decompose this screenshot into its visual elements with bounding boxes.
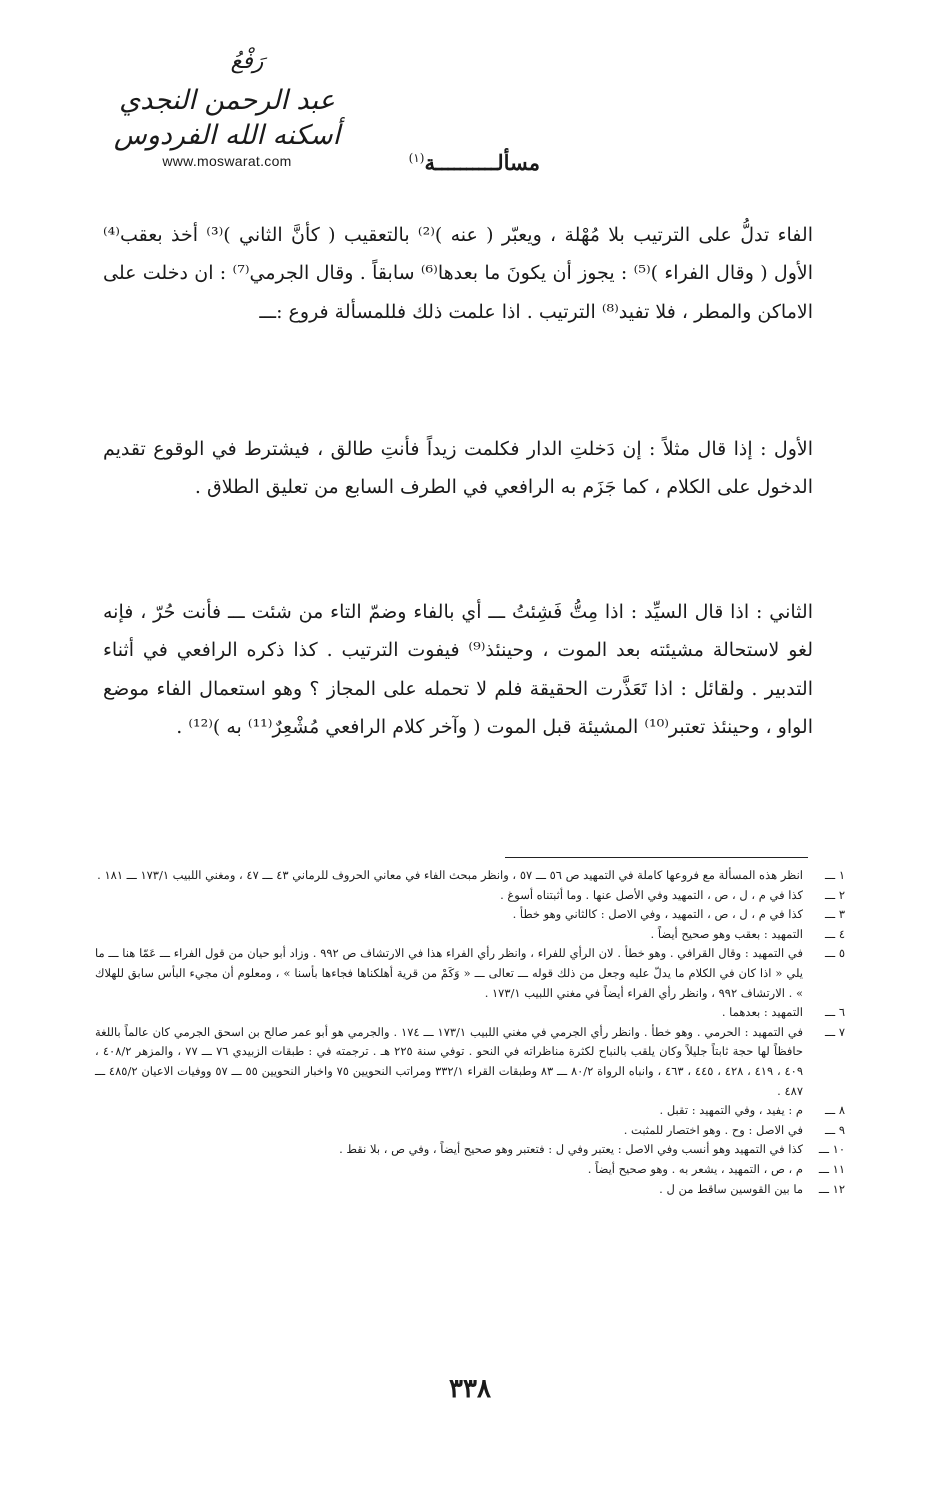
- footnote-item: [95, 1101, 845, 1121]
- footnotes-list: [95, 866, 845, 1199]
- footnote-number: ٩ ـــ: [825, 1122, 845, 1137]
- page-title: [400, 150, 540, 175]
- footnote-item: [95, 1140, 845, 1160]
- footnote-item: [95, 1180, 845, 1200]
- footnote-item: [95, 866, 845, 886]
- footnote-text: كذا في م ، ل ، ص ، التمهيد وفي الأصل عنها . وما أثبتناه أسوغ .: [500, 887, 803, 902]
- footnote-number: ٢ ـــ: [825, 887, 845, 902]
- footnote-text: كذا في م ، ل ، ص ، التمهيد ، وفي الاصل : كالثاني وهو خطأ .: [512, 907, 803, 922]
- footnote-item: [95, 925, 845, 945]
- stamp-website: www.moswarat.com: [162, 153, 292, 169]
- footnote-text: ما بين القوسين ساقط من ل .: [659, 1181, 803, 1196]
- footnote-item: [95, 1160, 845, 1180]
- paragraph-first-branch: الأول : إذا قال مثلاً : إن دَخلتِ الدار فكلمت زيداً فأنتِ طالق ، فيشترط في الوقوع تقديم الدخول على الكلام ، كما جَزَم به الرافعي في الطرف السابع من تعليق الطلاق .: [103, 438, 813, 499]
- footnote-number: ٣ ـــ: [825, 907, 845, 922]
- footnote-number: ٧ ـــ: [825, 1024, 845, 1039]
- owner-stamp: [92, 48, 362, 171]
- footnote-number: ٦ ـــ: [825, 1005, 845, 1020]
- footnote-number: ١٠ ـــ: [818, 1142, 845, 1157]
- title-footnote-ref: (١): [408, 151, 425, 165]
- stamp-line-name: عبد الرحمن النجدي: [119, 84, 335, 116]
- footnote-number: ٤ ـــ: [825, 926, 845, 941]
- title-text: مسألــــــــــة: [424, 150, 540, 175]
- footnote-text: في الاصل : وح . وهو اختصار للمثبت .: [623, 1122, 803, 1137]
- paragraph-intro: الفاء تدلُّ على الترتيب بلا مُهْلة ، ويعبّر ( عنه )⁽²⁾ بالتعقيب ( كأنَّ الثاني )⁽³⁾ أخذ بعقب⁽⁴⁾ الأول ( وقال الفراء )⁽⁵⁾ : يجوز أن يكونَ ما بعدها⁽⁶⁾ سابقاً . وقال الجرمي⁽⁷⁾ : ان دخلت على الاماكن والمطر ، فلا تفيد⁽⁸⁾ الترتيب . اذا علمت ذلك فللمسألة فروع :ـــ: [103, 224, 814, 323]
- footnote-item: [95, 1003, 845, 1023]
- footnote-text: انظر هذه المسألة مع فروعها كاملة في التمهيد ص ٥٦ ـــ ٥٧ ، وانظر مبحث الفاء في معاني الحروف للرماني ٤٣ ـــ ٤٧ ، ومغني اللبيب ١٧٣/١ ـــ ١٨١ .: [97, 868, 803, 882]
- footnote-number: ١ ـــ: [825, 868, 845, 882]
- paragraph-second-branch: الثاني : اذا قال السيِّد : اذا مِتُّ فَشِئتُ ـــ أي بالفاء وضمّ التاء من شئت ـــ فأنت حُرّ ، فإنه لغو لاستحالة مشيئته بعد الموت ، وحينئذ⁽⁹⁾ فيفوت الترتيب . كذا ذكره الرافعي في أثناء التدبير . ولقائل : اذا تَعَذَّرت الحقيقة فلم لا تحمله على المجاز ؟ وهو استعمال الفاء موضع الواو ، وحينئذ تعتبر⁽¹⁰⁾ المشيئة قبل الموت ( وآخر كلام الرافعي مُشْعِرٌ⁽¹¹⁾ به )⁽¹²⁾ .: [103, 601, 813, 739]
- footnote-text: كذا في التمهيد وهو أنسب وفي الاصل : يعتبر وفي ل : فتعتبر وهو صحيح أيضاً ، وفي ص ، بلا نقط .: [339, 1142, 803, 1157]
- page-number: ٣٣٨: [449, 1374, 491, 1404]
- footnote-text: م ، ص ، التمهيد ، يشعر به . وهو صحيح أيضاً .: [587, 1161, 803, 1176]
- footnote-item: [95, 886, 845, 906]
- footnote-number: ١١ ـــ: [818, 1161, 845, 1176]
- footnote-text: التمهيد : بعدهما .: [721, 1005, 803, 1020]
- footnote-number: ١٢ ـــ: [818, 1181, 845, 1196]
- footnote-number: ٨ ـــ: [825, 1103, 845, 1118]
- stamp-line-raf: رَفْعُ: [230, 49, 264, 74]
- footnote-item: [95, 1023, 845, 1101]
- footnote-text: في التمهيد : الحرمي . وهو خطأ . وانظر رأي الجرمي في مغني اللبيب ١٧٣/١ ـــ ١٧٤ . والجرمي هو أبو عمر صالح بن اسحق الجرمي كان عالماً باللغة حافظاً لها حجة ثابتاً جليلاً وكان يلقب بالنباح لكثرة مناظراته في النحو . توفي سنة ٢٢٥ هـ . ترجمته في : طبقات الزبيدي ٧٦ ـــ ٧٧ ، والمزهر ٤٠٨/٢ ، ٤٠٩ ، ٤١٩ ، ٤٢٨ ، ٤٤٥ ، ٤٦٣ ، وانباه الرواة ٨٠/٢ ـــ ٨٣ وطبقات القراء ٣٣٢/١ ومراتب النحويين ٧٥ واخبار النحويين ٥٥ ـــ ٥٧ ووفيات الاعيان ٤٨٥/٢ ـــ ٤٨٧ .: [95, 1024, 804, 1098]
- footnote-text: في التمهيد : وقال القرافي . وهو خطأ . لان الرأي للفراء ، وانظر رأي الفراء هذا في الارتشاف ص ٩٩٢ . وزاد أبو حيان من قول الفراء ـــ عَمّا هنا ـــ ما يلي « اذا كان في الكلام ما يدلّ عليه وجعل من ذلك قوله ـــ تعالى ـــ « وَكَمْ من قرية أهلكناها فجاءها بأسنا » ، ومعلوم أن مجيء البأس سابق للهلاك » . الارتشاف ٩٩٢ ، وانظر رأي الفراء أيضاً في مغني اللبيب ١٧٣/١ .: [95, 946, 803, 1000]
- footnote-number: ٥ ـــ: [825, 946, 845, 961]
- footnote-item: [95, 1121, 845, 1141]
- footnote-divider: [505, 857, 808, 858]
- footnote-text: م : يفيد ، وفي التمهيد : تقبل .: [659, 1103, 803, 1118]
- footnote-item: [95, 944, 845, 1003]
- footnote-text: التمهيد : بعقب وهو صحيح أيضاً .: [650, 926, 803, 941]
- footnote-item: [95, 905, 845, 925]
- stamp-line-prayer: أسكنه الله الفردوس: [113, 120, 341, 152]
